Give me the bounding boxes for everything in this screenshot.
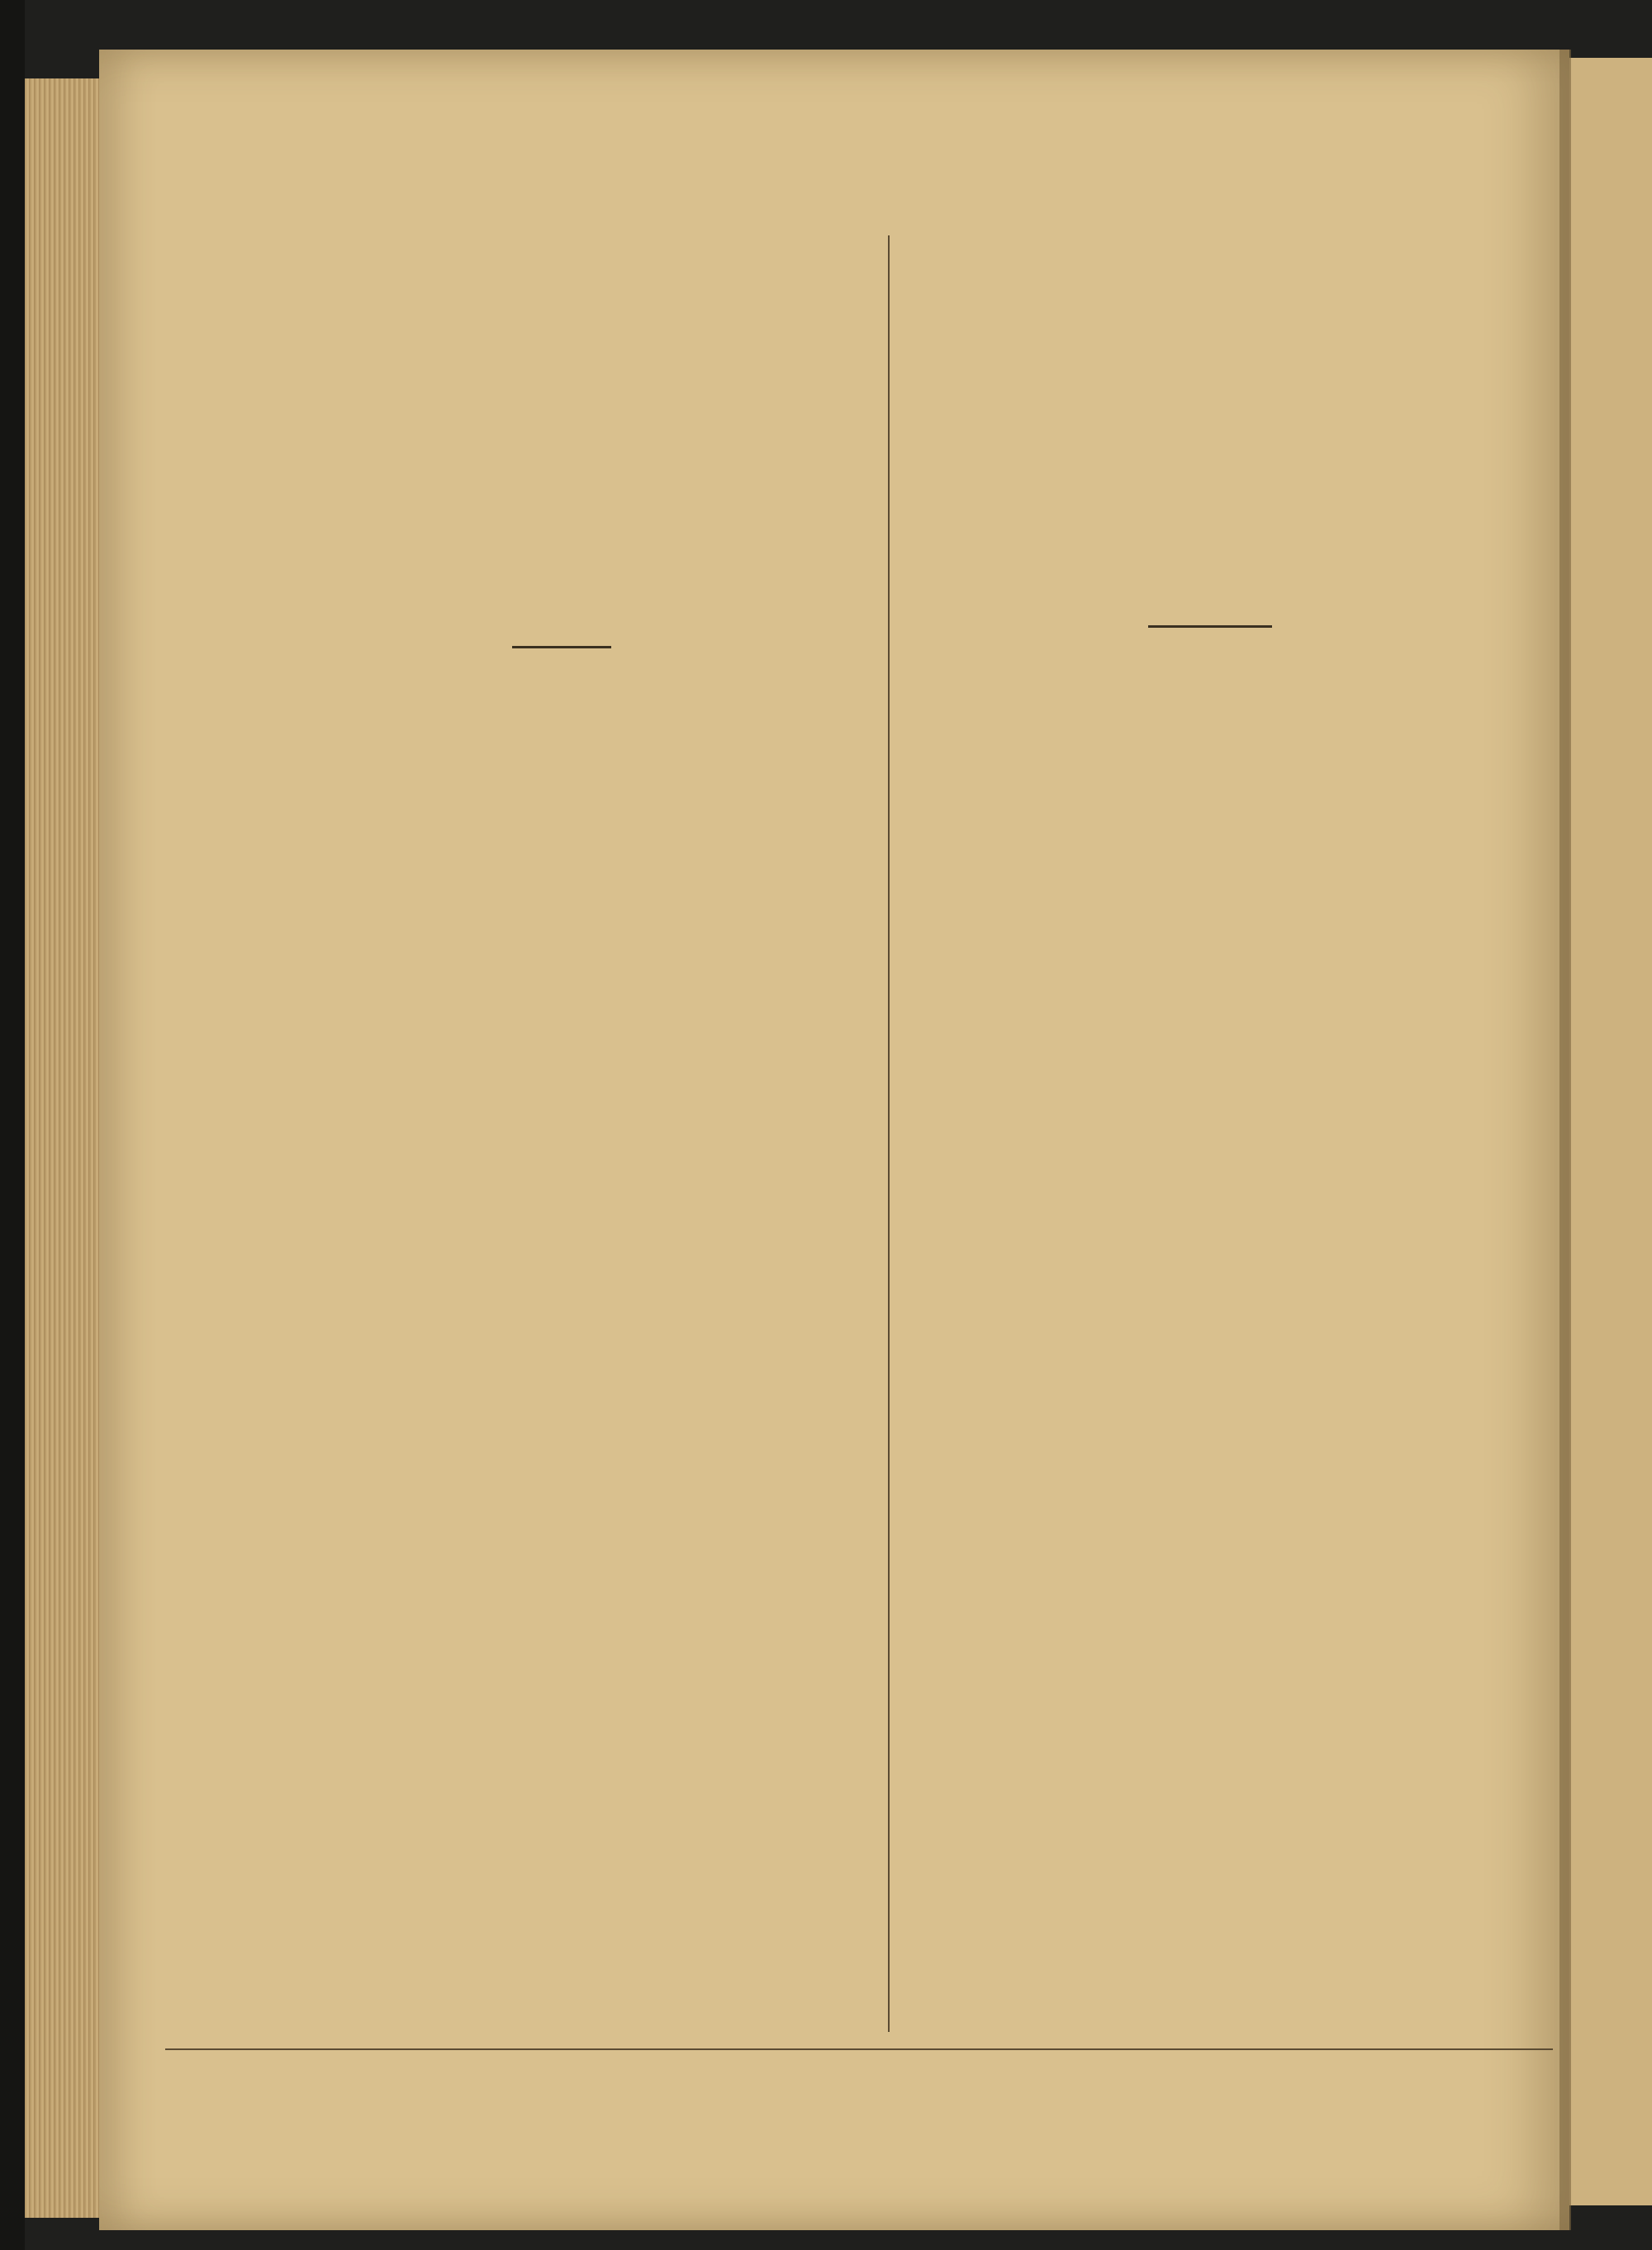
page-stack-edge <box>25 78 103 2218</box>
next-page-edge <box>1569 58 1652 2205</box>
right-column <box>907 223 1551 2040</box>
footer-rule <box>165 2048 1553 2050</box>
section-heading-right <box>907 653 1551 727</box>
book-cover-edge <box>0 0 25 2250</box>
left-column <box>178 223 822 2040</box>
page-gutter-shadow <box>1559 50 1571 2230</box>
column-divider <box>888 235 890 2032</box>
section-heading-left <box>178 661 822 735</box>
